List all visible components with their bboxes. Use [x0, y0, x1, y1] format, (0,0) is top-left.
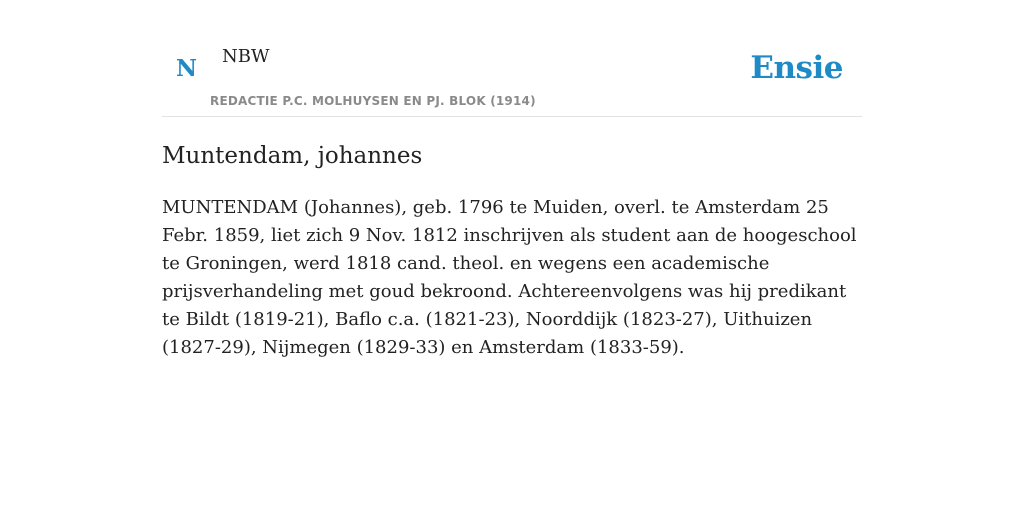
page-content — [162, 0, 862, 362]
brand-logo[interactable]: Ensie — [750, 50, 843, 86]
entry-body: MUNTENDAM (Johannes), geb. 1796 te Muiden, overl. te Amsterdam 25 Febr. 1859, liet zich 9 Nov. 1812 inschrijven als student aan de hoogeschool te Groningen, werd 1818 cand. theol. en wegens een academische prijsverhandeling met goud bekroond. Achtereenvolgens was hij predikant te Bildt (1819-21), Baflo c.a. (1821-23), Noorddijk (1823-27), Uithuizen (1827-29), Nijmegen (1829-33) en Amsterdam (1833-59). — [162, 197, 857, 358]
source-name[interactable]: NBW — [222, 46, 270, 67]
source-logo[interactable]: N — [176, 55, 198, 82]
entry-title: Muntendam, johannes — [162, 143, 423, 169]
source-subtitle: REDACTIE P.C. MOLHUYSEN EN PJ. BLOK (1914) — [210, 94, 536, 108]
source-header — [162, 0, 862, 117]
